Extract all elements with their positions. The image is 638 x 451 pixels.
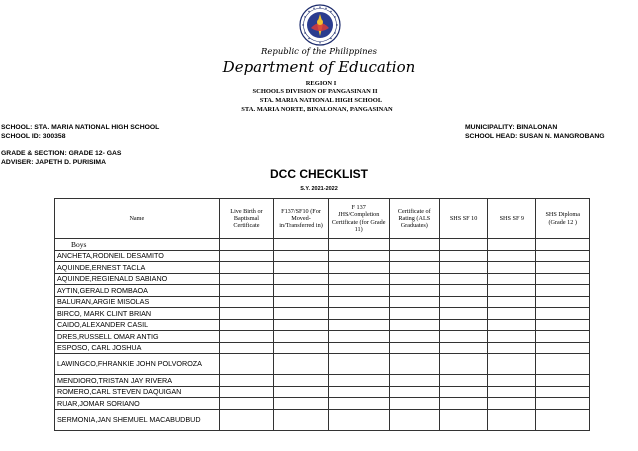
checklist-cell	[536, 250, 590, 262]
checklist-cell	[389, 342, 439, 354]
group-row-boys	[55, 239, 590, 251]
checklist-cell	[389, 331, 439, 343]
checklist-cell	[439, 342, 487, 354]
checklist-cell	[439, 375, 487, 387]
checklist-cell	[439, 319, 487, 331]
checklist-cell	[219, 308, 274, 320]
table-cell	[536, 239, 590, 251]
checklist-cell	[536, 331, 590, 343]
municipality-info: MUNICIPALITY: BINALONAN	[465, 124, 558, 131]
checklist-cell	[389, 354, 439, 375]
checklist-cell	[536, 296, 590, 308]
checklist-cell	[274, 409, 329, 430]
checklist-cell	[536, 354, 590, 375]
school-name-info: SCHOOL: STA. MARIA NATIONAL HIGH SCHOOL	[1, 124, 160, 131]
checklist-cell	[219, 273, 274, 285]
checklist-cell	[328, 398, 389, 410]
column-header-shs-sf9: SHS SF 9	[488, 199, 536, 239]
checklist-cell	[274, 354, 329, 375]
checklist-cell	[536, 386, 590, 398]
checklist-cell	[488, 386, 536, 398]
table-row	[55, 398, 590, 410]
checklist-cell	[274, 296, 329, 308]
table-cell	[488, 239, 536, 251]
table-row	[55, 262, 590, 274]
student-name: AQUINDE,ERNEST TACLA	[55, 262, 220, 274]
checklist-cell	[389, 319, 439, 331]
student-name: ANCHETA,RODNEIL DESAMITO	[55, 250, 220, 262]
table-cell	[274, 239, 329, 251]
student-name: ESPOSO, CARL JOSHUA	[55, 342, 220, 354]
checklist-cell	[274, 342, 329, 354]
checklist-cell	[439, 250, 487, 262]
checklist-cell	[439, 296, 487, 308]
column-header-certificate-rating: Certificate of Rating (ALS Graduates)	[389, 199, 439, 239]
checklist-cell	[536, 375, 590, 387]
checklist-cell	[389, 285, 439, 297]
table-row	[55, 296, 590, 308]
table-row	[55, 250, 590, 262]
checklist-cell	[488, 342, 536, 354]
checklist-cell	[219, 331, 274, 343]
checklist-cell	[488, 296, 536, 308]
checklist-cell	[389, 386, 439, 398]
checklist-cell	[439, 308, 487, 320]
checklist-cell	[389, 262, 439, 274]
checklist-cell	[274, 319, 329, 331]
checklist-cell	[219, 296, 274, 308]
student-name: RUAR,JOMAR SORIANO	[55, 398, 220, 410]
table-row	[55, 308, 590, 320]
checklist-cell	[439, 331, 487, 343]
checklist-cell	[328, 285, 389, 297]
checklist-cell	[274, 308, 329, 320]
grade-section-info: GRADE & SECTION: GRADE 12- GAS	[1, 150, 122, 157]
checklist-cell	[536, 342, 590, 354]
checklist-cell	[389, 296, 439, 308]
checklist-cell	[219, 262, 274, 274]
checklist-cell	[488, 319, 536, 331]
checklist-cell	[536, 319, 590, 331]
checklist-cell	[389, 398, 439, 410]
table-cell	[328, 239, 389, 251]
checklist-cell	[274, 250, 329, 262]
checklist-cell	[439, 398, 487, 410]
checklist-cell	[389, 250, 439, 262]
checklist-cell	[219, 398, 274, 410]
header-region: REGION I	[305, 80, 337, 87]
checklist-cell	[488, 308, 536, 320]
school-head-info: SCHOOL HEAD: SUSAN N. MANGROBANG	[465, 133, 605, 140]
school-year: S.Y. 2021-2022	[300, 186, 338, 192]
header-address: STA. MARIA NORTE, BINALONAN, PANGASINAN	[241, 106, 393, 113]
checklist-cell	[328, 250, 389, 262]
checklist-cell	[536, 409, 590, 430]
table-header-row	[55, 199, 590, 239]
checklist-cell	[274, 331, 329, 343]
checklist-cell	[488, 409, 536, 430]
student-name: DRES,RUSSELL OMAR ANTIG	[55, 331, 220, 343]
checklist-cell	[389, 308, 439, 320]
checklist-cell	[389, 409, 439, 430]
student-name: CAIDO,ALEXANDER CASIL	[55, 319, 220, 331]
checklist-cell	[219, 342, 274, 354]
group-label: Boys	[55, 239, 220, 251]
checklist-cell	[328, 308, 389, 320]
checklist-cell	[274, 273, 329, 285]
table-cell	[389, 239, 439, 251]
checklist-cell	[439, 354, 487, 375]
checklist-cell	[328, 409, 389, 430]
checklist-cell	[488, 398, 536, 410]
page-title: DCC CHECKLIST	[270, 167, 368, 181]
checklist-cell	[439, 409, 487, 430]
student-name: BALURAN,ARGIE MISOLAS	[55, 296, 220, 308]
column-header-f137-sf10: F137/SF10 (For Moved-in/Transferred in)	[274, 199, 329, 239]
header-department: Department of Education	[222, 58, 416, 76]
checklist-cell	[488, 262, 536, 274]
checklist-cell	[274, 398, 329, 410]
checklist-cell	[219, 409, 274, 430]
checklist-cell	[219, 285, 274, 297]
checklist-cell	[328, 331, 389, 343]
checklist-cell	[488, 285, 536, 297]
checklist-cell	[219, 354, 274, 375]
table-row	[55, 342, 590, 354]
column-header-shs-diploma: SHS Diploma (Grade 12 )	[536, 199, 590, 239]
table-cell	[219, 239, 274, 251]
checklist-cell	[536, 273, 590, 285]
checklist-cell	[274, 386, 329, 398]
checklist-cell	[389, 375, 439, 387]
checklist-cell	[328, 375, 389, 387]
checklist-cell	[328, 354, 389, 375]
checklist-cell	[439, 262, 487, 274]
checklist-cell	[274, 375, 329, 387]
checklist-cell	[389, 273, 439, 285]
checklist-cell	[536, 308, 590, 320]
checklist-cell	[536, 398, 590, 410]
column-header-name: Name	[55, 199, 220, 239]
table-row	[55, 375, 590, 387]
checklist-cell	[328, 296, 389, 308]
student-name: AQUINDE,REGIENALD SABIANO	[55, 273, 220, 285]
table-row	[55, 409, 590, 430]
table-row	[55, 386, 590, 398]
table-row	[55, 273, 590, 285]
checklist-cell	[488, 273, 536, 285]
checklist-cell	[488, 375, 536, 387]
checklist-cell	[274, 262, 329, 274]
table-cell	[439, 239, 487, 251]
school-id-info: SCHOOL ID: 300358	[1, 133, 66, 140]
column-header-shs-sf10: SHS SF 10	[439, 199, 487, 239]
adviser-info: ADVISER: JAPETH D. PURISIMA	[1, 159, 106, 166]
table-row	[55, 331, 590, 343]
checklist-cell	[488, 331, 536, 343]
checklist-cell	[488, 250, 536, 262]
checklist-cell	[439, 285, 487, 297]
checklist-cell	[219, 375, 274, 387]
checklist-cell	[219, 386, 274, 398]
checklist-cell	[536, 262, 590, 274]
table-row	[55, 354, 590, 375]
student-name: LAWINGCO,FHRANKIE JOHN POLVOROZA	[55, 354, 220, 375]
student-name: MENDIORO,TRISTAN JAY RIVERA	[55, 375, 220, 387]
column-header-f137-jhs: F 137 JHS/Completion Certificate (for Grade 11)	[328, 199, 389, 239]
checklist-cell	[328, 386, 389, 398]
table-row	[55, 285, 590, 297]
dcc-checklist-table	[54, 198, 590, 431]
checklist-cell	[274, 285, 329, 297]
student-name: AYTIN,GERALD ROMBAOA	[55, 285, 220, 297]
table-row	[55, 319, 590, 331]
checklist-cell	[328, 319, 389, 331]
student-name: SERMONIA,JAN SHEMUEL MACABUDBUD	[55, 409, 220, 430]
checklist-cell	[328, 273, 389, 285]
header-school: STA. MARIA NATIONAL HIGH SCHOOL	[259, 97, 383, 104]
column-header-live-birth: Live Birth or Baptismal Certificate	[219, 199, 274, 239]
student-name: BIRCO, MARK CLINT BRIAN	[55, 308, 220, 320]
checklist-cell	[328, 262, 389, 274]
header-republic: Republic of the Philippines	[260, 47, 378, 57]
header-division: SCHOOLS DIVISION OF PANGASINAN II	[252, 88, 378, 95]
checklist-cell	[536, 285, 590, 297]
checklist-cell	[439, 386, 487, 398]
checklist-cell	[219, 250, 274, 262]
student-name: ROMERO,CARL STEVEN DAQUIGAN	[55, 386, 220, 398]
checklist-cell	[488, 354, 536, 375]
checklist-cell	[328, 342, 389, 354]
checklist-cell	[439, 273, 487, 285]
deped-seal-logo	[299, 4, 341, 46]
checklist-cell	[219, 319, 274, 331]
